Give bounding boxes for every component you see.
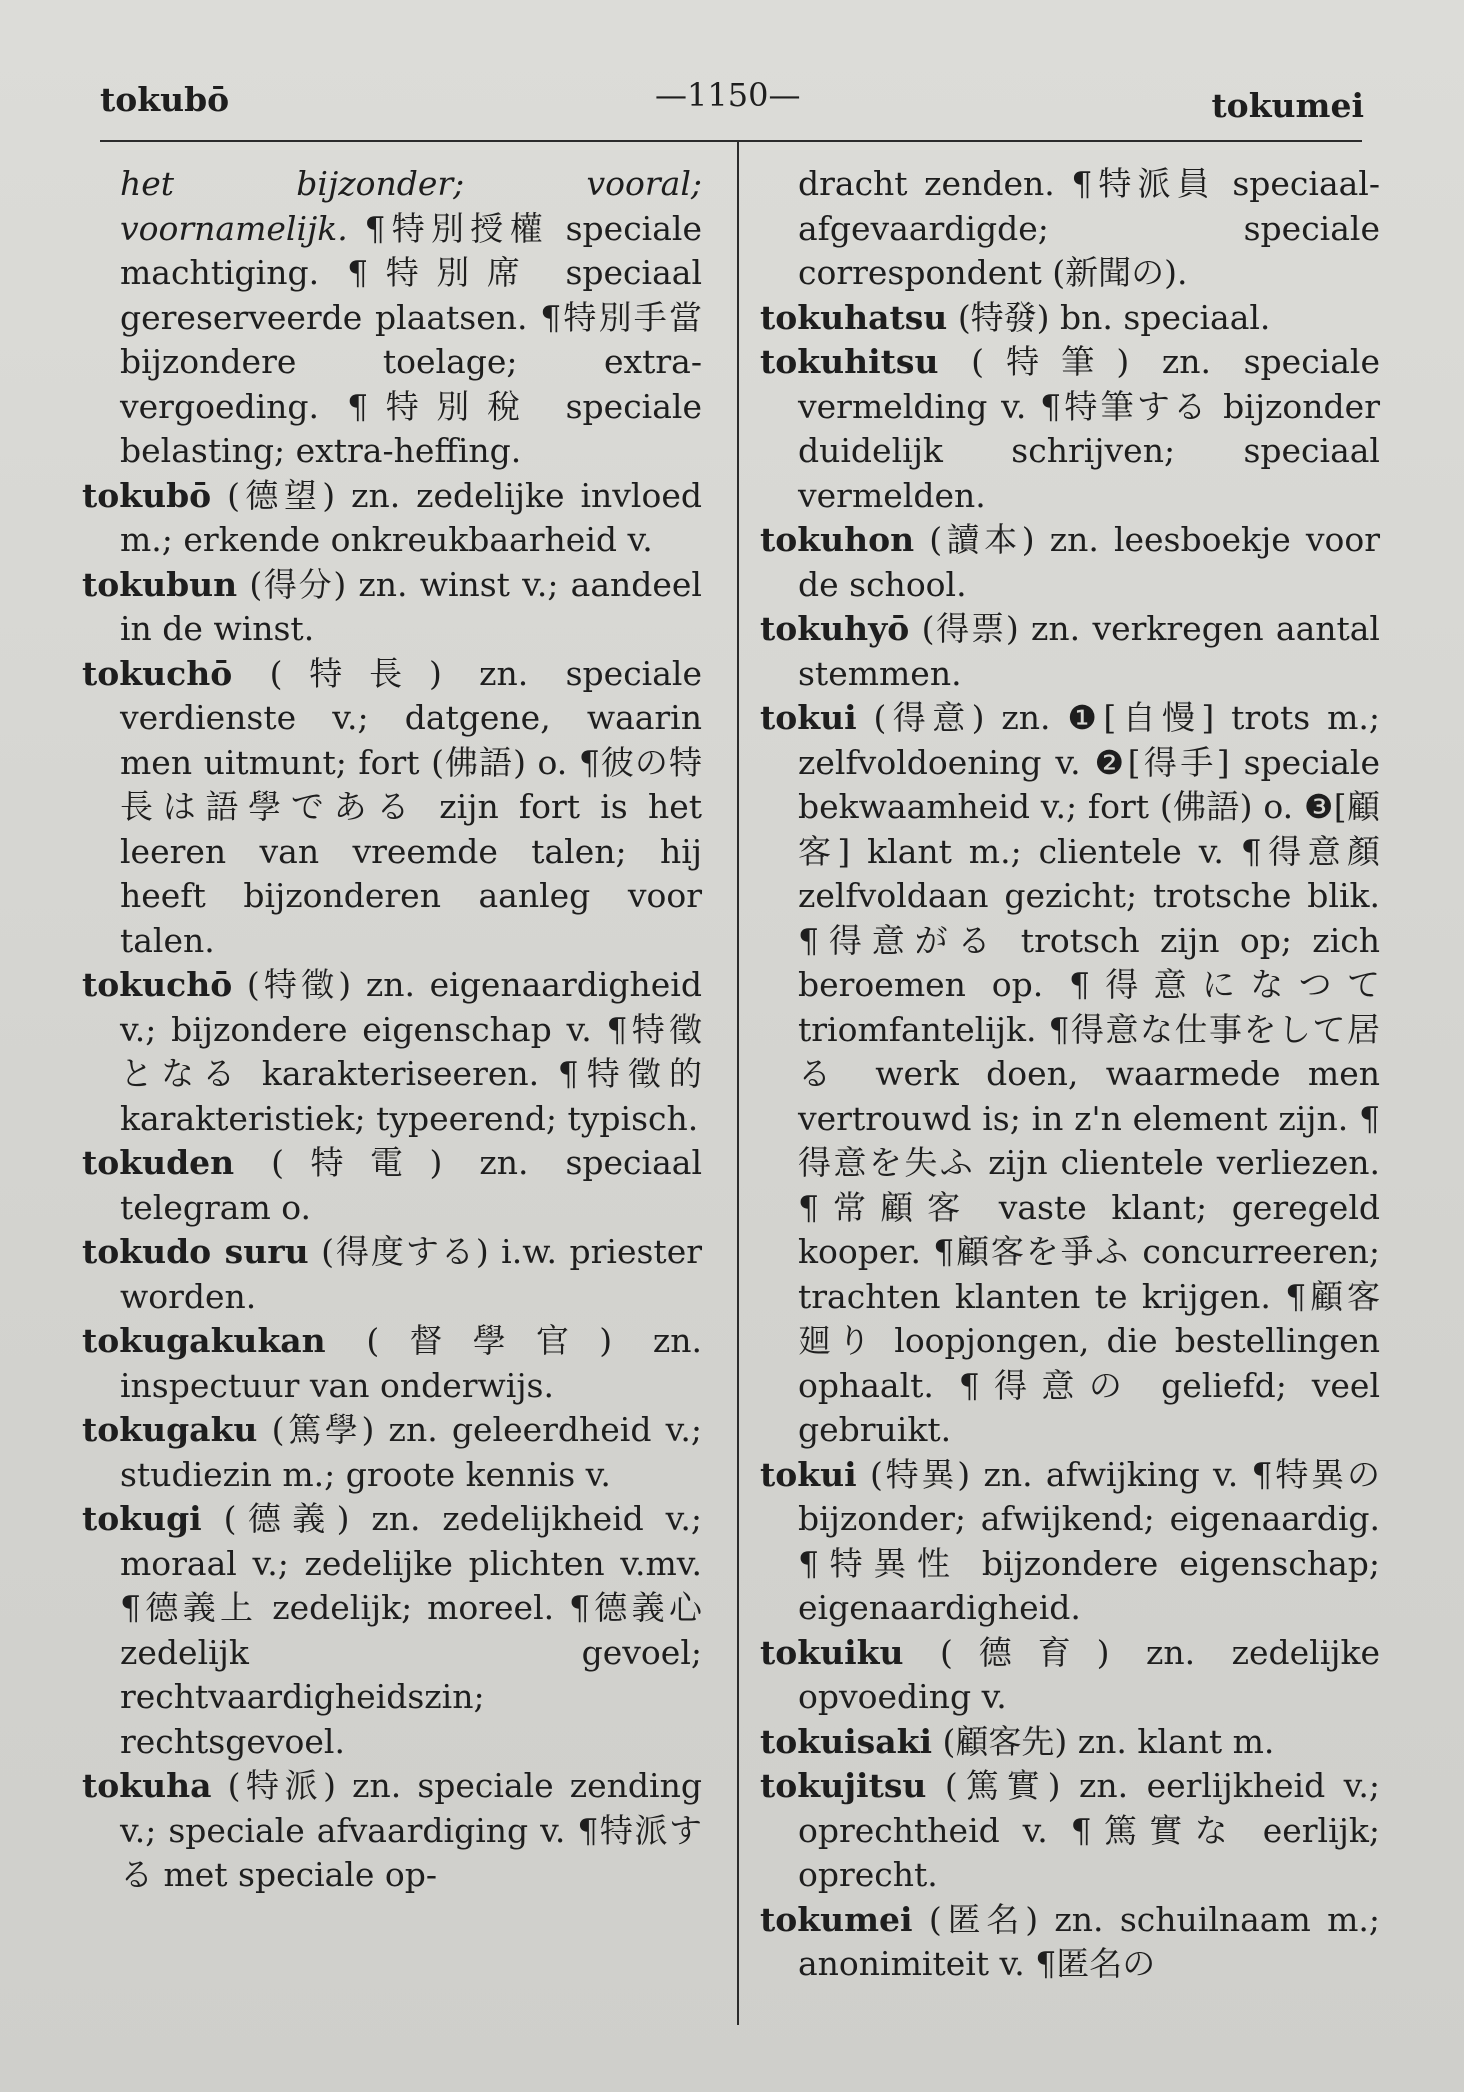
entry-headword: tokugaku: [82, 1410, 258, 1449]
entry-definition: (顧客先) zn. klant m.: [942, 1721, 1275, 1761]
entry-headword: tokujitsu: [760, 1766, 927, 1805]
example-phrase: ¶特別授權 speciale machtiging.: [120, 208, 702, 292]
entry-headword: tokubun: [82, 564, 238, 604]
dictionary-entry: [82, 563, 702, 652]
entry-headword: tokumei: [760, 1899, 913, 1939]
entry-definition: (特筆) zn. speciale vermelding v. ¶特筆する bijzonder duidelijk schrijven; speciaal vermelden.: [798, 342, 1380, 515]
page-number: —1150—: [655, 76, 801, 114]
dictionary-entry: [82, 474, 702, 563]
dictionary-entry: [82, 1764, 702, 1898]
entry-definition: (特發) bn. speciaal.: [957, 297, 1271, 337]
entry-headword: tokui: [760, 698, 857, 737]
entry-definition: (特電) zn. speciaal telegram o.: [120, 1143, 702, 1227]
entry-continuation-text: het bijzonder; vooral; voornamelijk.: [120, 164, 702, 248]
entry-headword: tokuchō: [82, 965, 233, 1004]
entry-continuation-text: dracht zenden. ¶特派員 speciaal-afgevaardigde; speciale correspondent (新聞の).: [798, 164, 1380, 292]
entry-headword: tokuha: [82, 1766, 212, 1805]
dictionary-entry: [82, 1230, 702, 1319]
entry-headword: tokudo suru: [82, 1232, 309, 1271]
entry-definition: (特長) zn. speciale verdienste v.; datgene, waarin men uitmunt; fort (佛語) o. ¶彼の特長は語學である zijn fort is het leeren van vreemde talen; hij heeft bijzonderen aanleg voor talen.: [120, 653, 702, 960]
example-phrase: ¶特別手當 bijzondere toelage; extra-vergoeding.: [120, 297, 702, 426]
dictionary-entry: [760, 696, 1380, 1453]
entry-definition: (得票) zn. verkregen aantal stemmen.: [798, 609, 1380, 693]
column-divider: [737, 140, 739, 2025]
dictionary-entry: [82, 652, 702, 964]
entry-headword: tokugakukan: [82, 1321, 326, 1360]
entry-definition: (德義) zn. zedelijkheid v.; moraal v.; zedelijke plichten v.mv. ¶德義上 zedelijk; moreel. ¶德義心 zedelijk gevoel; rechtvaardigheidszin; rechtsgevoel.: [120, 1499, 702, 1761]
entry-headword: tokuhitsu: [760, 342, 939, 381]
entry-definition: (得度する) i.w. priester worden.: [120, 1232, 703, 1316]
header-guide-word-left: tokubō: [100, 80, 230, 119]
right-column: [760, 162, 1380, 1987]
dictionary-entry: [760, 296, 1380, 341]
dictionary-entry: [760, 1720, 1380, 1765]
entry-headword: tokuhon: [760, 520, 915, 559]
entry-definition: (篤學) zn. geleerdheid v.; studiezin m.; groote kennis v.: [120, 1410, 702, 1494]
entry-definition: (篤實) zn. eerlijkheid v.; oprechtheid v. ¶篤實な eerlijk; oprecht.: [798, 1766, 1380, 1894]
entry-definition: (特異) zn. afwijking v. ¶特異の bijzonder; afwijkend; eigenaardig. ¶特異性 bijzondere eigenschap; eigenaardigheid.: [798, 1454, 1380, 1627]
entry-headword: tokuden: [82, 1143, 235, 1182]
entry-definition: (德育) zn. zedelijke opvoeding v.: [798, 1632, 1381, 1716]
entry-headword: tokuhyō: [760, 609, 910, 648]
entry-headword: tokui: [760, 1454, 857, 1494]
continued-entry: [760, 162, 1380, 296]
dictionary-entry: [760, 518, 1380, 607]
left-column: [82, 162, 702, 1898]
continued-entry: [82, 162, 702, 474]
entry-definition: (匿名) zn. schuilnaam m.; anonimiteit v. ¶匿名の: [798, 1899, 1380, 1983]
dictionary-entry: [82, 1408, 702, 1497]
entry-headword: tokubō: [82, 475, 212, 515]
dictionary-entry: [82, 1497, 702, 1764]
dictionary-entry: [760, 607, 1380, 696]
entry-definition: (督學官) zn. inspectuur van onderwijs.: [120, 1321, 702, 1405]
entry-definition: (德望) zn. zedelijke invloed m.; erkende onkreukbaarheid v.: [120, 475, 702, 559]
example-phrase: ¶特別稅 speciale belasting; extra-heffing.: [120, 386, 702, 470]
entry-definition: (讀本) zn. leesboekje voor de school.: [798, 520, 1380, 604]
dictionary-entry: [82, 1319, 702, 1408]
example-phrase: ¶特別席 speciaal gereserveerde plaatsen.: [120, 253, 702, 337]
entry-headword: tokugi: [82, 1499, 202, 1538]
dictionary-entry: [760, 1898, 1380, 1987]
entry-definition: (得分) zn. winst v.; aandeel in de winst.: [120, 564, 702, 648]
dictionary-entry: [82, 1141, 702, 1230]
dictionary-entry: [760, 1764, 1380, 1898]
entry-definition: (得意) zn. ❶[自慢] trots m.; zelfvoldoening v. ❷[得手] speciale bekwaamheid v.; fort (佛語) o. ❸[顧客] klant m.; clientele v. ¶得意顏 zelfvoldaan gezicht; trotsche blik. ¶得意がる trotsch zijn op; zich beroemen op. ¶得意になつて triomfantelijk. ¶得意な仕事をして居る werk doen, waarmede men vertrouwd is; in z'n element zijn. ¶得意を失ふ zijn clientele verliezen. ¶常顧客 vaste klant; geregeld kooper. ¶顧客を爭ふ concurreeren; trachten klanten te krijgen. ¶顧客廻り loopjongen, die bestellingen ophaalt. ¶得意の geliefd; veel gebruikt.: [798, 698, 1380, 1449]
dictionary-entry: [760, 1453, 1380, 1631]
dictionary-entry: [82, 963, 702, 1141]
page-header: [100, 72, 1364, 125]
entry-headword: tokuisaki: [760, 1721, 933, 1761]
dictionary-entry: [760, 340, 1380, 518]
dictionary-entry: [760, 1631, 1380, 1720]
entry-headword: tokuchō: [82, 653, 233, 693]
entry-headword: tokuhatsu: [760, 297, 948, 337]
entry-definition: (特派) zn. speciale zending v.; speciale afvaardiging v. ¶特派する met speciale op-: [120, 1766, 702, 1894]
header-guide-word-right: tokumei: [1211, 86, 1364, 125]
entry-headword: tokuiku: [760, 1632, 904, 1672]
entry-definition: (特徵) zn. eigenaardigheid v.; bijzondere eigenschap v. ¶特徵となる karakteriseeren. ¶特徵的 karakteristiek; typeerend; typisch.: [120, 965, 702, 1138]
header-rule: [100, 140, 1362, 142]
